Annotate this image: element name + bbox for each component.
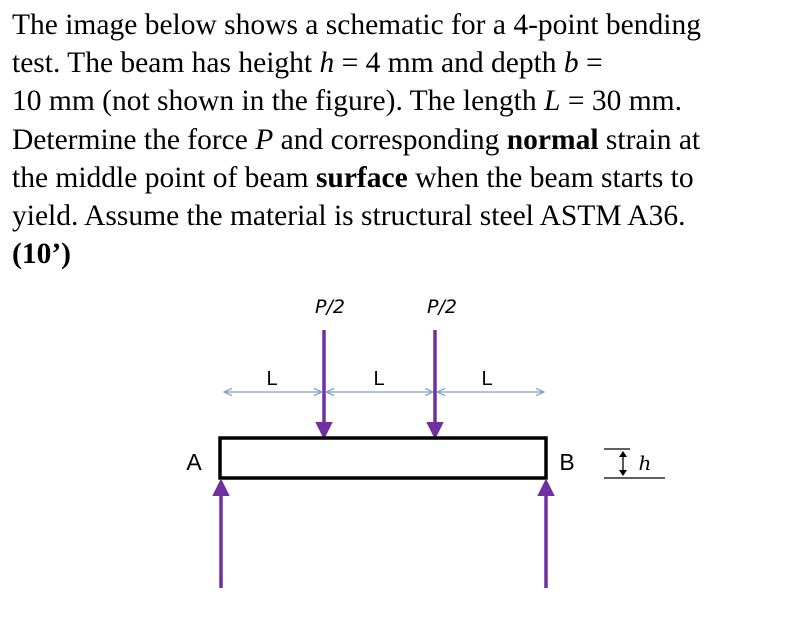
load-label-right: P/2 bbox=[427, 296, 457, 318]
span-label-2: L bbox=[373, 368, 385, 390]
bold-surface: surface bbox=[315, 161, 408, 194]
problem-line-4: Determine the force P and corresponding normal strain at bbox=[12, 123, 701, 156]
points-label: (10’) bbox=[12, 238, 71, 271]
var-h: h bbox=[319, 47, 335, 80]
height-dimension bbox=[604, 449, 665, 478]
beam bbox=[220, 438, 546, 478]
span-label-3: L bbox=[481, 368, 493, 390]
support-label-a: A bbox=[186, 449, 202, 475]
span-label-1: L bbox=[266, 368, 278, 390]
support-label-b: B bbox=[559, 449, 575, 475]
problem-line-5: the middle point of beam surface when the beam starts to bbox=[12, 161, 694, 194]
var-b: b bbox=[563, 47, 579, 80]
problem-line-1: The image below shows a schematic for a 4-point bending bbox=[12, 9, 701, 41]
var-P: P bbox=[255, 123, 274, 156]
problem-line-3: 10 mm (not shown in the figure). The length L = 30 mm. bbox=[12, 85, 682, 118]
problem-line-6: yield. Assume the material is structural steel ASTM A36. bbox=[12, 200, 686, 233]
problem-line-2: test. The beam has height h = 4 mm and depth b = bbox=[12, 47, 603, 80]
height-label: h bbox=[638, 451, 652, 475]
var-L: L bbox=[544, 85, 561, 118]
bold-normal: normal bbox=[506, 123, 599, 156]
load-label-left: P/2 bbox=[315, 296, 345, 318]
